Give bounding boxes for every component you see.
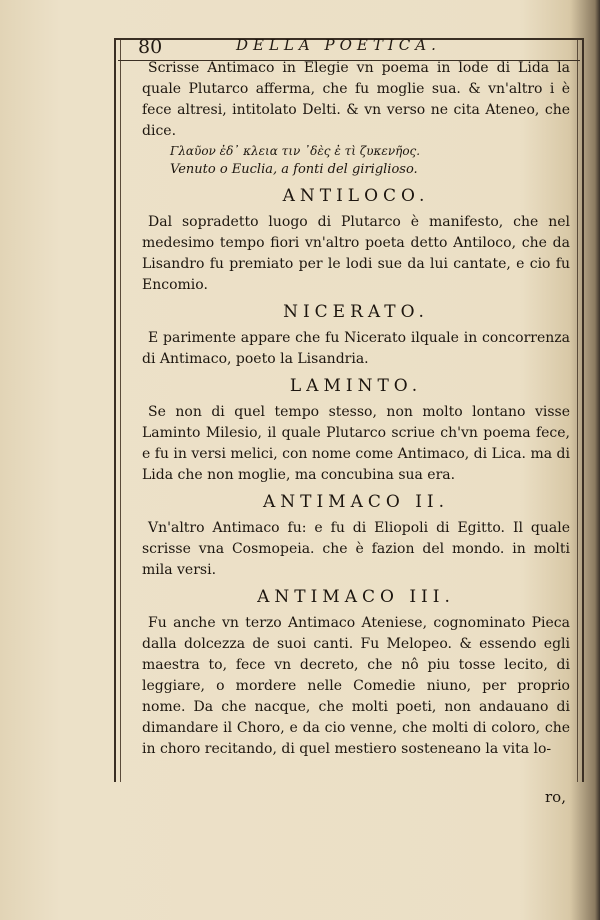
section-nicerato [142,300,570,370]
paragraph: Vn'altro Antimaco fu: e fu di Eliopoli di Egitto. Il quale scrisse vna Cosmopeia. che è fazion del mondo. in molti mila versi. [142,520,570,578]
greek-verse: Γλαῦον ἐδ᾽ κλεια τιν ᾽δὲς ἐ τὶ ζυκενῆος. [170,144,421,158]
page-header [118,36,578,60]
paragraph: Dal sopradetto luogo di Plutarco è manifesto, che nel medesimo tempo fiori vn'altro poeta detto Antiloco, che da Lisandro fu premiato per le lodi sue da lui cantate, e cio fu Encomio. [142,214,570,293]
section-heading: NICERATO. [283,302,429,322]
section-antimaco-iii [142,585,570,760]
page-body [142,58,570,760]
section-antiloco [142,184,570,296]
section-heading: LAMINTO. [289,376,423,396]
paragraph: Scrisse Antimaco in Elegie vn poema in lode di Lida la quale Plutarco afferma, che fu moglie sua. & vn'altro i è fece altresi, intitolato Delti. & vn verso ne cita Ateneo, che dice. [142,60,570,139]
page-number: 80 [138,36,163,58]
paragraph: Se non di quel tempo stesso, non molto lontano visse Laminto Milesio, il quale Plutarco scriue ch'vn poema fece, e fu in versi melici, con nome come Antimaco, di Lica. ma di Lida che non moglie, ma concubina sua era. [142,404,570,483]
section-intro [142,58,570,180]
section-antimaco-ii [142,490,570,581]
paragraph: E parimente appare che fu Nicerato ilquale in concorrenza di Antimaco, poeto la Lisandria. [142,330,570,367]
paragraph: Fu anche vn terzo Antimaco Ateniese, cognominato Pieca dalla dolcezza de suoi canti. Fu Melopeo. & essendo egli maestra to, fece vn decreto, che nô piu tosse lecito, di leggiare, o mordere nelle Comedie niuno, per proprio nome. Da che nacque, che molti poeti, non andauano di dimandare il Choro, e da cio venne, che molti di coloro, che in choro recitando, di quel mestiero sosteneano la vita lo- [142,615,570,757]
section-heading: ANTIMACO III. [257,587,455,607]
running-head: DELLA POETICA. [236,36,441,54]
section-laminto [142,374,570,486]
section-heading: ANTIMACO II. [262,492,450,512]
catchword: ro, [545,788,566,806]
section-heading: ANTILOCO. [282,186,430,206]
italian-verse: Venuto o Euclia, a fonti del giriglioso. [170,162,418,177]
